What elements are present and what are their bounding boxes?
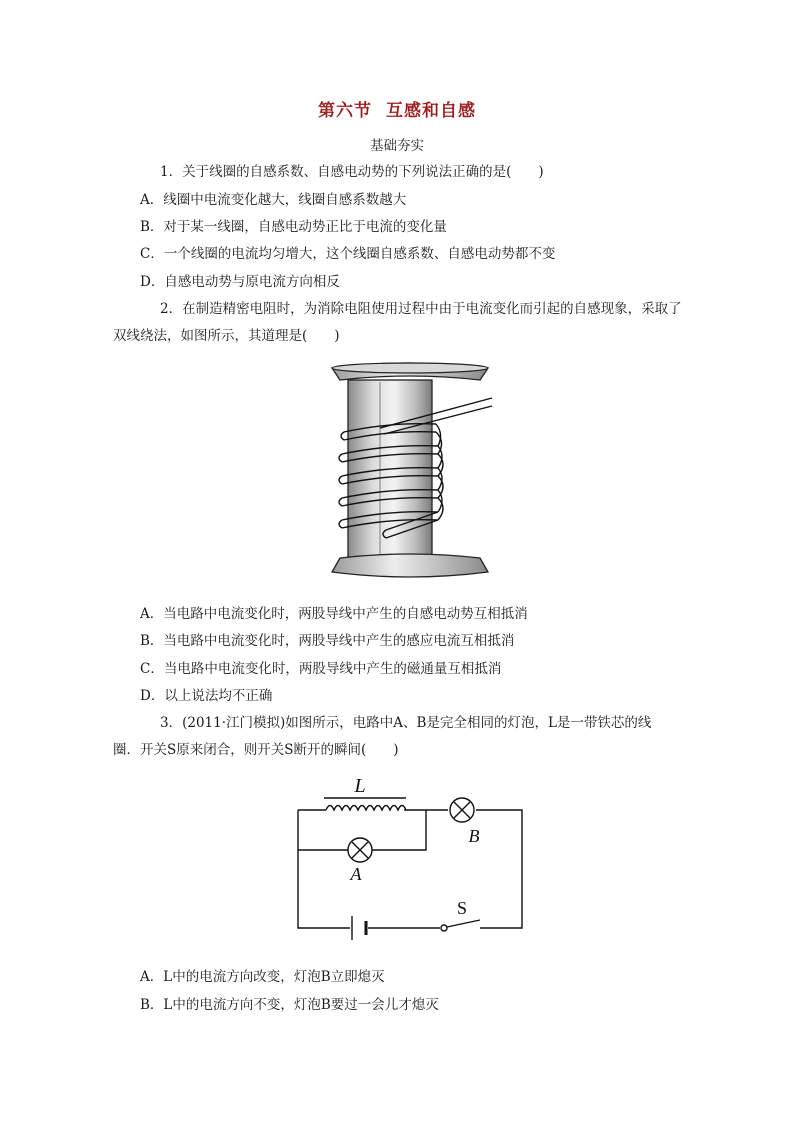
q1-stem: 1．关于线圈的自感系数、自感电动势的下列说法正确的是( ) xyxy=(160,164,544,180)
spool-bottom-flange xyxy=(332,554,488,577)
switch-contact xyxy=(441,925,447,931)
inductor-coil xyxy=(326,806,406,811)
q3-stem-line2: 圈．开关S原来闭合，则开关S断开的瞬间( ) xyxy=(113,742,399,758)
q3-stem-line1: 3．(2011·江门模拟)如图所示，电路中A、B是完全相同的灯泡，L是一带铁芯的线 xyxy=(160,715,652,731)
label-lamp-b: B xyxy=(468,826,480,846)
page-subtitle: 基础夯实 xyxy=(370,138,424,154)
circuit-diagram xyxy=(290,770,530,945)
q1-option-d: D．自感电动势与原电流方向相反 xyxy=(140,274,340,290)
label-lamp-a: A xyxy=(350,864,362,884)
q3-option-b: B．L中的电流方向不变，灯泡B要过一会儿才熄灭 xyxy=(140,997,439,1013)
wire-left xyxy=(298,810,350,928)
label-switch: S xyxy=(456,898,468,918)
bifilar-coil-figure xyxy=(320,360,500,582)
section-number: 第六节 xyxy=(318,101,372,121)
label-inductor: L xyxy=(354,775,366,797)
page-title xyxy=(0,96,794,121)
wire-top-right xyxy=(476,810,522,928)
q2-option-d: D．以上说法均不正确 xyxy=(140,688,273,704)
q1-option-a: A．线圈中电流变化越大，线圈自感系数越大 xyxy=(140,192,407,208)
switch-blade xyxy=(447,920,480,927)
q3-option-a: A．L中的电流方向改变，灯泡B立即熄灭 xyxy=(140,969,385,985)
q2-option-c: C．当电路中电流变化时，两股导线中产生的磁通量互相抵消 xyxy=(140,661,502,677)
q2-option-a: A．当电路中电流变化时，两股导线中产生的自感电动势互相抵消 xyxy=(140,606,528,622)
q2-option-b: B．当电路中电流变化时，两股导线中产生的感应电流互相抵消 xyxy=(140,633,515,649)
q2-stem-line2: 双线绕法，如图所示，其道理是( ) xyxy=(113,328,340,344)
q2-stem-line1: 2．在制造精密电阻时，为消除电阻使用过程中由于电流变化而引起的自感现象，采取了 xyxy=(160,301,682,317)
q1-option-b: B．对于某一线圈，自感电动势正比于电流的变化量 xyxy=(140,219,447,235)
section-title: 互感和自感 xyxy=(386,101,476,121)
q1-option-c: C．一个线圈的电流均匀增大，这个线圈自感系数、自感电动势都不变 xyxy=(140,246,556,262)
